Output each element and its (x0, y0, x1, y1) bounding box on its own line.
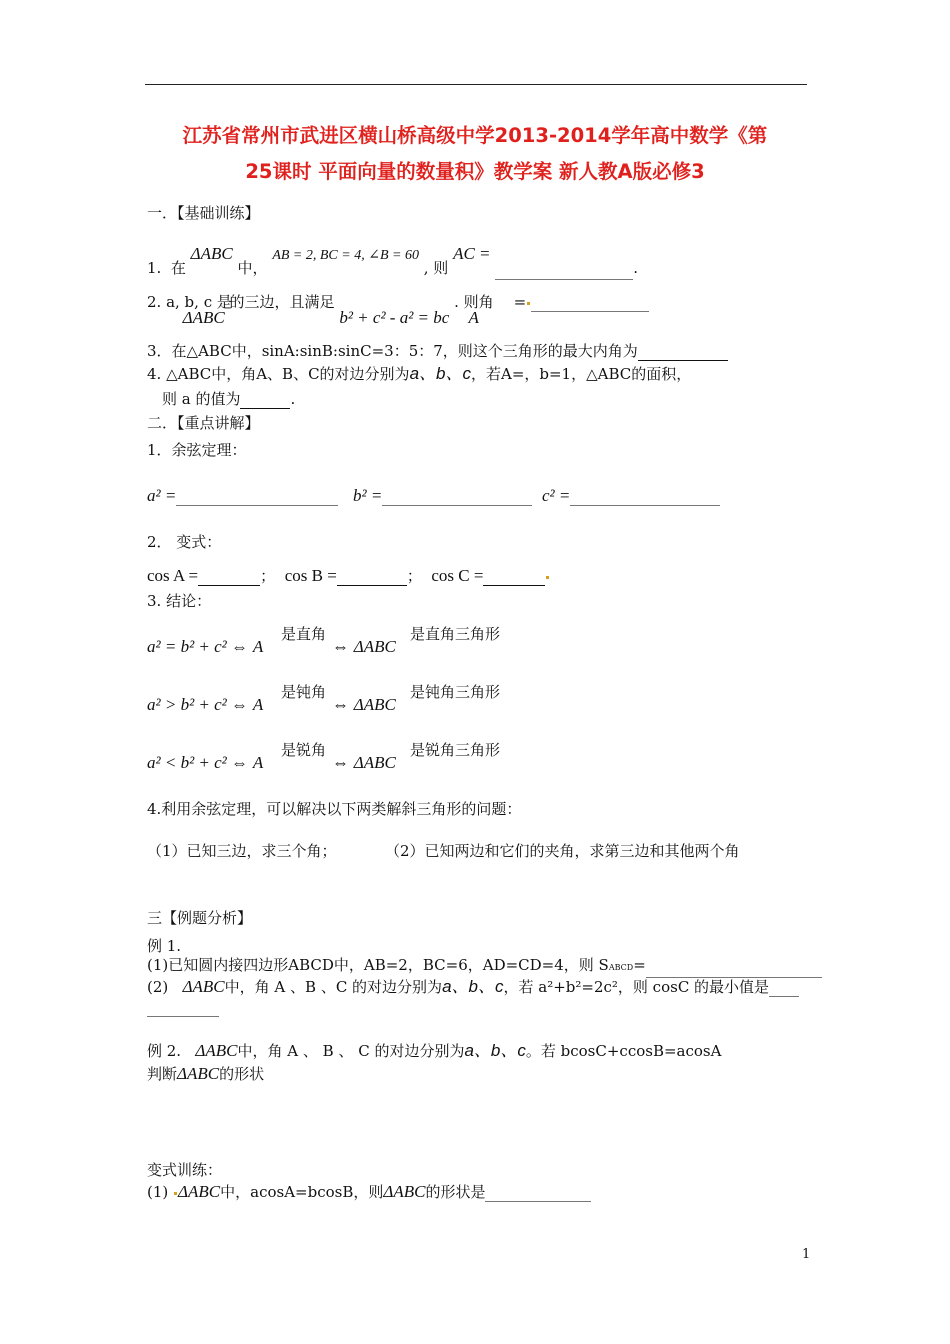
rule-acute (147, 753, 263, 773)
ex1q2-b: ，若 a²+b²=2c²，则 cosC 的最小值是 (503, 978, 770, 996)
r1-A: A (252, 637, 264, 656)
example-1-q1 (147, 955, 822, 978)
question-2 (147, 292, 649, 327)
law-b2 (353, 486, 532, 506)
variant-training-label: 变式训练： (147, 1161, 223, 1179)
q1-then: , 则 (423, 259, 449, 277)
r1-tri-wrap (332, 637, 396, 657)
ex1q1-blank[interactable] (646, 963, 822, 978)
sep-2: ； (406, 567, 422, 585)
r2-tri: ΔABC (353, 695, 396, 714)
q1-triangle: ΔABC (190, 244, 233, 263)
cosA-blank[interactable] (198, 571, 260, 586)
cosA-label: cos A = (147, 566, 199, 585)
r1-a: 是直角 (281, 625, 327, 643)
q4-answer-blank[interactable] (240, 394, 290, 409)
r2-A: A (252, 695, 264, 714)
section-2-heading: 二．【重点讲解】 (147, 414, 260, 432)
header-rule (145, 84, 807, 85)
q4-abc: a、b、c (409, 364, 471, 383)
q2-then: . 则角 (454, 293, 494, 311)
v1-a: 中，acosA=bcosB，则 (220, 1183, 384, 1201)
cos-variants (147, 566, 550, 586)
point-4a: （1）已知三边，求三个角； (147, 842, 337, 860)
question-3 (147, 341, 728, 361)
q4-text-b: ，若A=，b=1，△ABC的面积， (470, 365, 692, 383)
r3-A: A (252, 753, 264, 772)
variant-label: 2． 变式： (147, 533, 222, 551)
ex1q2-abc: a、b、c (442, 977, 504, 996)
ex2-tri: ΔABC (195, 1041, 238, 1060)
v1-tri-2: ΔABC (383, 1182, 426, 1201)
variant-1 (147, 1182, 591, 1202)
ex2-tri-2: ΔABC (177, 1064, 220, 1083)
q1-pre: 在 (170, 259, 186, 277)
section-3-heading: 三【例题分析】 (147, 909, 253, 927)
r2-eq: a² > b² + c² ⇔ (147, 695, 249, 714)
r3-eq: a² < b² + c² ⇔ (147, 753, 249, 772)
example-2-line-2 (147, 1064, 264, 1084)
v1-tri: ΔABC (178, 1182, 221, 1201)
r1-eq: a² = b² + c² ⇔ (147, 637, 249, 656)
doc-title-line-1: 江苏省常州市武进区横山桥高级中学2013-2014学年高中数学《第 (182, 124, 768, 147)
ex1q2-tri: ΔABC (182, 977, 225, 996)
q2-pre: 2. a, b, c 是 (147, 293, 232, 311)
ex2-d: 的形状 (219, 1065, 265, 1083)
v1-pre: (1) (147, 1183, 169, 1201)
c2-blank[interactable] (570, 497, 720, 506)
b2-label: b² = (353, 486, 383, 505)
rule-right (147, 637, 263, 657)
ex1q1-eq: = (633, 956, 646, 974)
q1-end: . (633, 259, 639, 277)
law-of-cosines-label: 1．余弦定理： (147, 441, 247, 459)
q2-mid: 的三边，且满足 (229, 293, 335, 311)
q2-eq-sign: = (513, 293, 527, 311)
v1-blank[interactable] (485, 1187, 591, 1202)
mark-dot (546, 576, 549, 579)
q4-text-c: 则 a 的值为 (162, 390, 241, 408)
mark-dot (174, 1192, 177, 1195)
conclusion-label: 3. 结论： (147, 592, 212, 610)
cosB-blank[interactable] (337, 571, 407, 586)
page-number: 1 (802, 1247, 811, 1262)
a2-label: a² = (147, 486, 177, 505)
q1-mid: 中， (237, 259, 268, 277)
v1-b: 的形状是 (425, 1183, 486, 1201)
q2-angle: A (468, 308, 479, 327)
q4-text-a: 4. △ABC中，角A、B、C的对边分别为 (147, 365, 410, 383)
q1-ac: AC = (453, 244, 491, 263)
r1-iff: ⇔ (332, 637, 349, 656)
r3-tri-wrap (332, 753, 396, 773)
q3-text: 3．在△ABC中，sinA:sinB:sinC=3：5：7，则这个三角形的最大内角为 (147, 342, 638, 360)
r2-a: 是钝角 (281, 683, 327, 701)
cosC-blank[interactable] (483, 571, 545, 586)
r2-iff: ⇔ (332, 695, 349, 714)
ex2-pre: 例 2. (147, 1042, 182, 1060)
sep-1: ； (260, 567, 276, 585)
ex1q2-blank-cont[interactable] (147, 1016, 219, 1017)
q3-answer-blank[interactable] (638, 346, 728, 361)
c2-label: c² = (542, 486, 571, 505)
example-2 (147, 1041, 721, 1061)
r3-tri: ΔABC (353, 753, 396, 772)
r2-tri-wrap (332, 695, 396, 715)
question-1 (147, 244, 639, 280)
rule-obtuse (147, 695, 263, 715)
r3-iff: ⇔ (332, 753, 349, 772)
question-4-line-2 (162, 389, 295, 409)
ex1q1-sub: ABCD (608, 963, 634, 972)
section-1-heading: 一．【基础训练】 (147, 204, 260, 222)
q4-end: . (290, 390, 296, 408)
q2-equation: b² + c² - a² = bc (339, 308, 450, 327)
r3-a: 是锐角 (281, 741, 327, 759)
ex1q2-blank[interactable] (769, 982, 799, 997)
ex2-abc: a、b、c (464, 1041, 526, 1060)
point-4: 4.利用余弦定理，可以解决以下两类解斜三角形的问题： (147, 800, 522, 818)
q1-answer-blank[interactable] (495, 265, 633, 280)
law-a2 (147, 486, 338, 506)
b2-blank[interactable] (382, 497, 532, 506)
ex2-c: 判断 (147, 1065, 178, 1083)
example-1-q2 (147, 977, 799, 997)
ex1q2-pre: (2) (147, 978, 169, 996)
law-c2 (542, 486, 720, 506)
q1-condition: AB = 2, BC = 4, ∠B = 60 (272, 248, 419, 263)
cosC-label: cos C = (431, 566, 484, 585)
question-4 (147, 364, 691, 384)
a2-blank[interactable] (176, 497, 338, 506)
q2-answer-blank[interactable] (531, 297, 649, 312)
ex1q1-text: (1)已知圆内接四边形ABCD中，AB=2，BC=6，AD=CD=4，则 S (147, 956, 609, 974)
r1-b: 是直角三角形 (410, 625, 501, 643)
r3-b: 是锐角三角形 (410, 741, 501, 759)
cosB-label: cos B = (284, 566, 337, 585)
mark-dot (527, 302, 530, 305)
r1-tri: ΔABC (353, 637, 396, 656)
ex1q2-a: 中，角 A 、B 、C 的对边分别为 (224, 978, 443, 996)
point-4b: （2）已知两边和它们的夹角，求第三边和其他两个角 (385, 842, 740, 860)
doc-title-line-2: 25课时 平面向量的数量积》教学案 新人教A版必修3 (245, 160, 705, 183)
ex2-b: 。若 bcosC+ccosB=acosA (525, 1042, 722, 1060)
q2-triangle: ΔABC (182, 308, 225, 327)
q1-number: 1. (147, 259, 162, 277)
example-1-label: 例 1. (147, 937, 182, 955)
r2-b: 是钝角三角形 (410, 683, 501, 701)
ex2-a: 中，角 A 、 B 、 C 的对边分别为 (237, 1042, 465, 1060)
